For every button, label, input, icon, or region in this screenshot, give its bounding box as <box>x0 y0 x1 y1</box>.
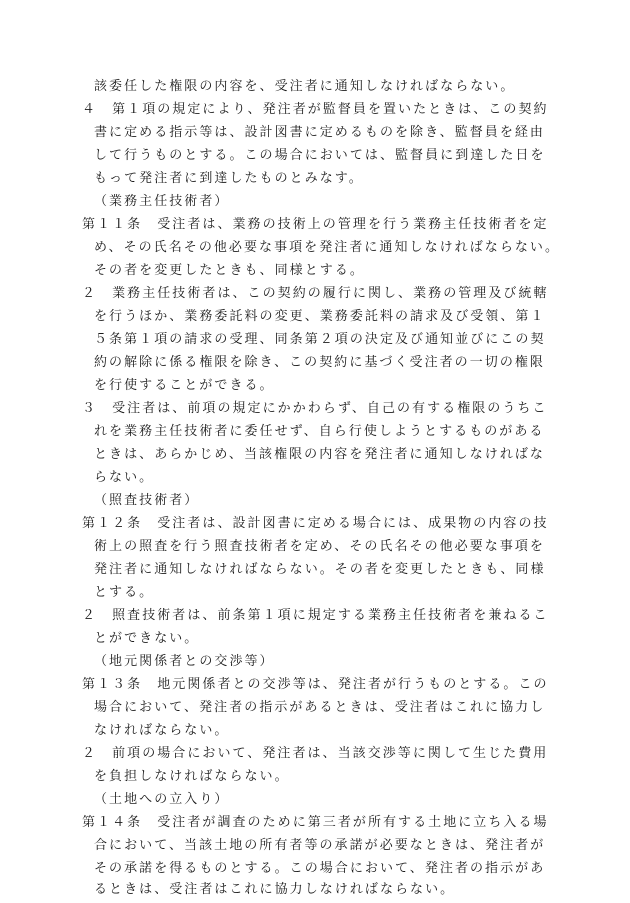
text-line: して行うものとする。この場合においては、監督員に到達した日を <box>94 148 546 163</box>
text-line: ４ 第１項の規定により、発注者が監督員を置いたときは、この契約 <box>82 102 549 117</box>
text-line: ３ 受注者は、前項の規定にかかわらず、自己の有する権限のうちこ <box>82 401 548 416</box>
section-heading: （地元関係者との交渉等） <box>94 654 275 669</box>
text-line: 該委任した権限の内容を、受注者に通知しなければならない。 <box>94 79 516 94</box>
text-line: らない。 <box>94 470 155 485</box>
text-line: 合において、当該土地の所有者等の承諾が必要なときは、発注者が <box>94 838 546 853</box>
text-line: 書に定める指示等は、設計図書に定めるものを除き、監督員を経由 <box>94 125 545 140</box>
text-line: ５条第１項の請求の受理、同条第２項の決定及び通知並びにこの契 <box>94 332 546 347</box>
article-line: 第１１条 受注者は、業務の技術上の管理を行う業務主任技術者を定 <box>82 217 549 232</box>
text-line: を行使することができる。 <box>94 378 275 393</box>
section-heading: （業務主任技術者） <box>94 194 230 209</box>
text-line: 場合において、発注者の指示があるときは、受注者はこれに協力し <box>94 700 546 715</box>
text-line: 約の解除に係る権限を除き、この契約に基づく受注者の一切の権限 <box>94 355 545 370</box>
section-heading: （照査技術者） <box>94 493 200 508</box>
text-line: ２ 業務主任技術者は、この契約の履行に関し、業務の管理及び統轄 <box>82 286 549 301</box>
text-line: とする。 <box>94 585 155 600</box>
text-line: なければならない。 <box>94 723 230 738</box>
text-line: ときは、あらかじめ、当該権限の内容を発注者に通知しなければな <box>94 447 545 462</box>
article-line: 第１３条 地元関係者との交渉等は、発注者が行うものとする。この <box>82 677 549 692</box>
text-line: を負担しなければならない。 <box>94 769 290 784</box>
section-heading: （土地への立入り） <box>94 792 230 807</box>
article-line: 第１２条 受注者は、設計図書に定める場合には、成果物の内容の技 <box>82 516 549 531</box>
text-line: ２ 前項の場合において、発注者は、当該交渉等に関して生じた費用 <box>82 746 549 761</box>
text-line: め、その氏名その他必要な事項を発注者に通知しなければならない。 <box>94 240 561 255</box>
text-line: 発注者に通知しなければならない。その者を変更したときも、同様 <box>94 562 546 577</box>
text-line: 術上の照査を行う照査技術者を定め、その氏名その他必要な事項を <box>94 539 545 554</box>
text-line: を行うほか、業務委託料の変更、業務委託料の請求及び受領、第１ <box>94 309 546 324</box>
text-line: その者を変更したときも、同様とする。 <box>94 263 365 278</box>
text-line: るときは、受注者はこれに協力しなければならない。 <box>94 882 456 897</box>
text-line: もって発注者に到達したものとみなす。 <box>94 171 364 186</box>
text-line: れを業務主任技術者に委任せず、自ら行使しようとするものがある <box>94 424 545 439</box>
article-line: 第１４条 受注者が調査のために第三者が所有する土地に立ち入る場 <box>82 815 549 830</box>
text-line: その承諾を得るものとする。この場合において、発注者の指示があ <box>94 861 546 876</box>
text-line: ２ 照査技術者は、前条第１項に規定する業務主任技術者を兼ねるこ <box>82 608 549 623</box>
text-line: とができない。 <box>94 631 200 646</box>
